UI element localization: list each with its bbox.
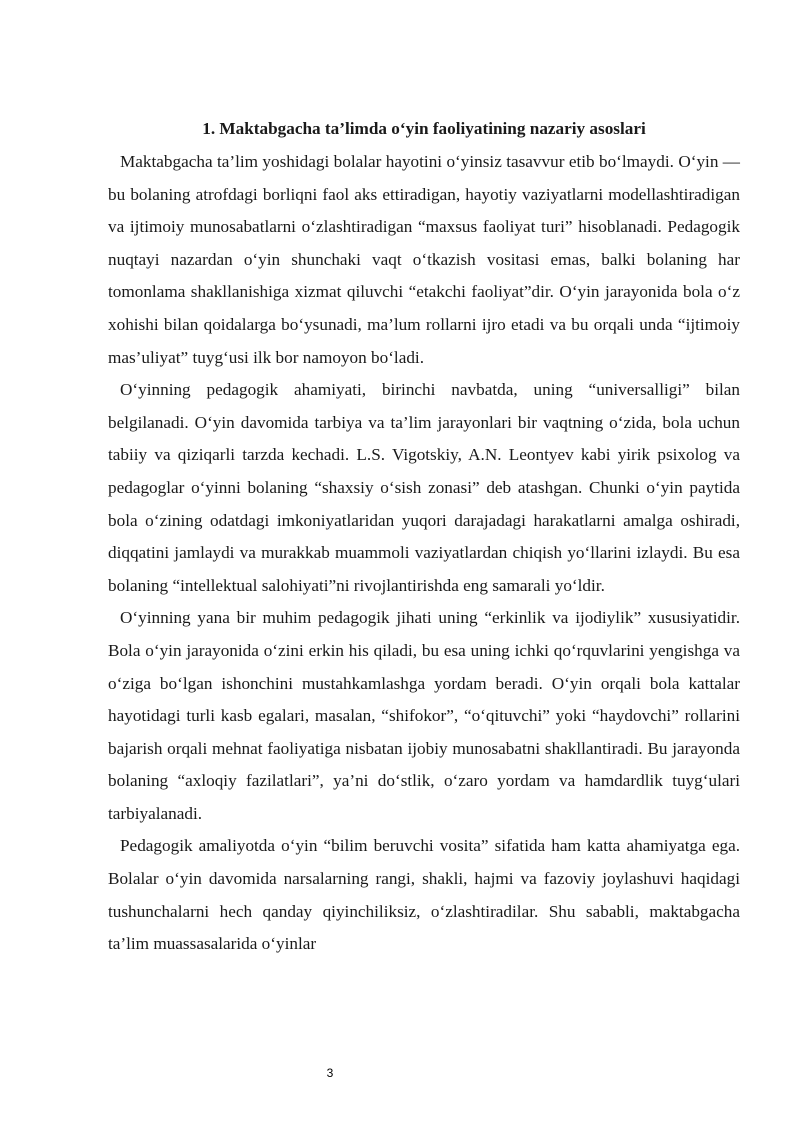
section-heading: 1. Maktabgacha ta’limda o‘yin faoliyatining nazariy asoslari (202, 119, 646, 138)
paragraph-2: O‘yinning pedagogik ahamiyati, birinchi navbatda, uning “universalligi” bilan belgilanadi. O‘yin davomida tarbiya va ta’lim jarayonlari bir vaqtning o‘zida, bola uchun tabiiy va qiziqarli tarzda kechadi. L.S. Vigotskiy, A.N. Leontyev kabi yirik psixolog va pedagoglar o‘yinni bolaning “shaxsiy o‘sish zonasi” deb atashgan. Chunki o‘yin paytida bola o‘zining odatdagi imkoniyatlaridan yuqori darajadagi harakatlarni amalga oshiradi, diqqatini jamlaydi va murakkab muammoli vaziyatlardan chiqish yo‘llarini izlaydi. Bu esa bolaning “intellektual salohiyati”ni rivojlantirishda eng samarali yo‘ldir. (108, 380, 740, 595)
page-number: 3 (326, 1066, 334, 1080)
page-content (108, 117, 740, 961)
paragraph-4: Pedagogik amaliyotda o‘yin “bilim beruvchi vosita” sifatida ham katta ahamiyatga ega. Bolalar o‘yin davomida narsalarning rangi, shakli, hajmi va fazoviy joylashuvi haqidagi tushunchalarni hech qanday qiyinchiliksiz, o‘zlashtiradilar. Shu sababli, maktabgacha ta’lim muassasalarida o‘yinlar (108, 836, 740, 954)
paragraph-1: Maktabgacha ta’lim yoshidagi bolalar hayotini o‘yinsiz tasavvur etib bo‘lmaydi. O‘yin — bu bolaning atrofdagi borliqni faol aks ettiradigan, hayotiy vaziyatlarni modellashtiradigan va ijtimoiy munosabatlarni o‘zlashtiradigan “maxsus faoliyat turi” hisoblanadi. Pedagogik nuqtayi nazardan o‘yin shunchaki vaqt o‘tkazish vositasi emas, balki bolaning har tomonlama shakllanishiga xizmat qiluvchi “etakchi faoliyat”dir. O‘yin jarayonida bola o‘z xohishi bilan qoidalarga bo‘ysunadi, ma’lum rollarni ijro etadi va bu orqali unda “ijtimoiy mas’uliyat” tuyg‘usi ilk bor namoyon bo‘ladi. (108, 152, 740, 367)
paragraph-3: O‘yinning yana bir muhim pedagogik jihati uning “erkinlik va ijodiylik” xususiyatidir. Bola o‘yin jarayonida o‘zini erkin his qiladi, bu esa uning ichki qo‘rquvlarini yengishga va o‘ziga bo‘lgan ishonchini mustahkamlashga yordam beradi. O‘yin orqali bola kattalar hayotidagi turli kasb egalari, masalan, “shifokor”, “o‘qituvchi” yoki “haydovchi” rollarini bajarish orqali mehnat faoliyatiga nisbatan ijobiy munosabatni shakllantiradi. Bu jarayonda bolaning “axloqiy fazilatlari”, ya’ni do‘stlik, o‘zaro yordam va hamdardlik tuyg‘ulari tarbiyalanadi. (108, 608, 740, 823)
